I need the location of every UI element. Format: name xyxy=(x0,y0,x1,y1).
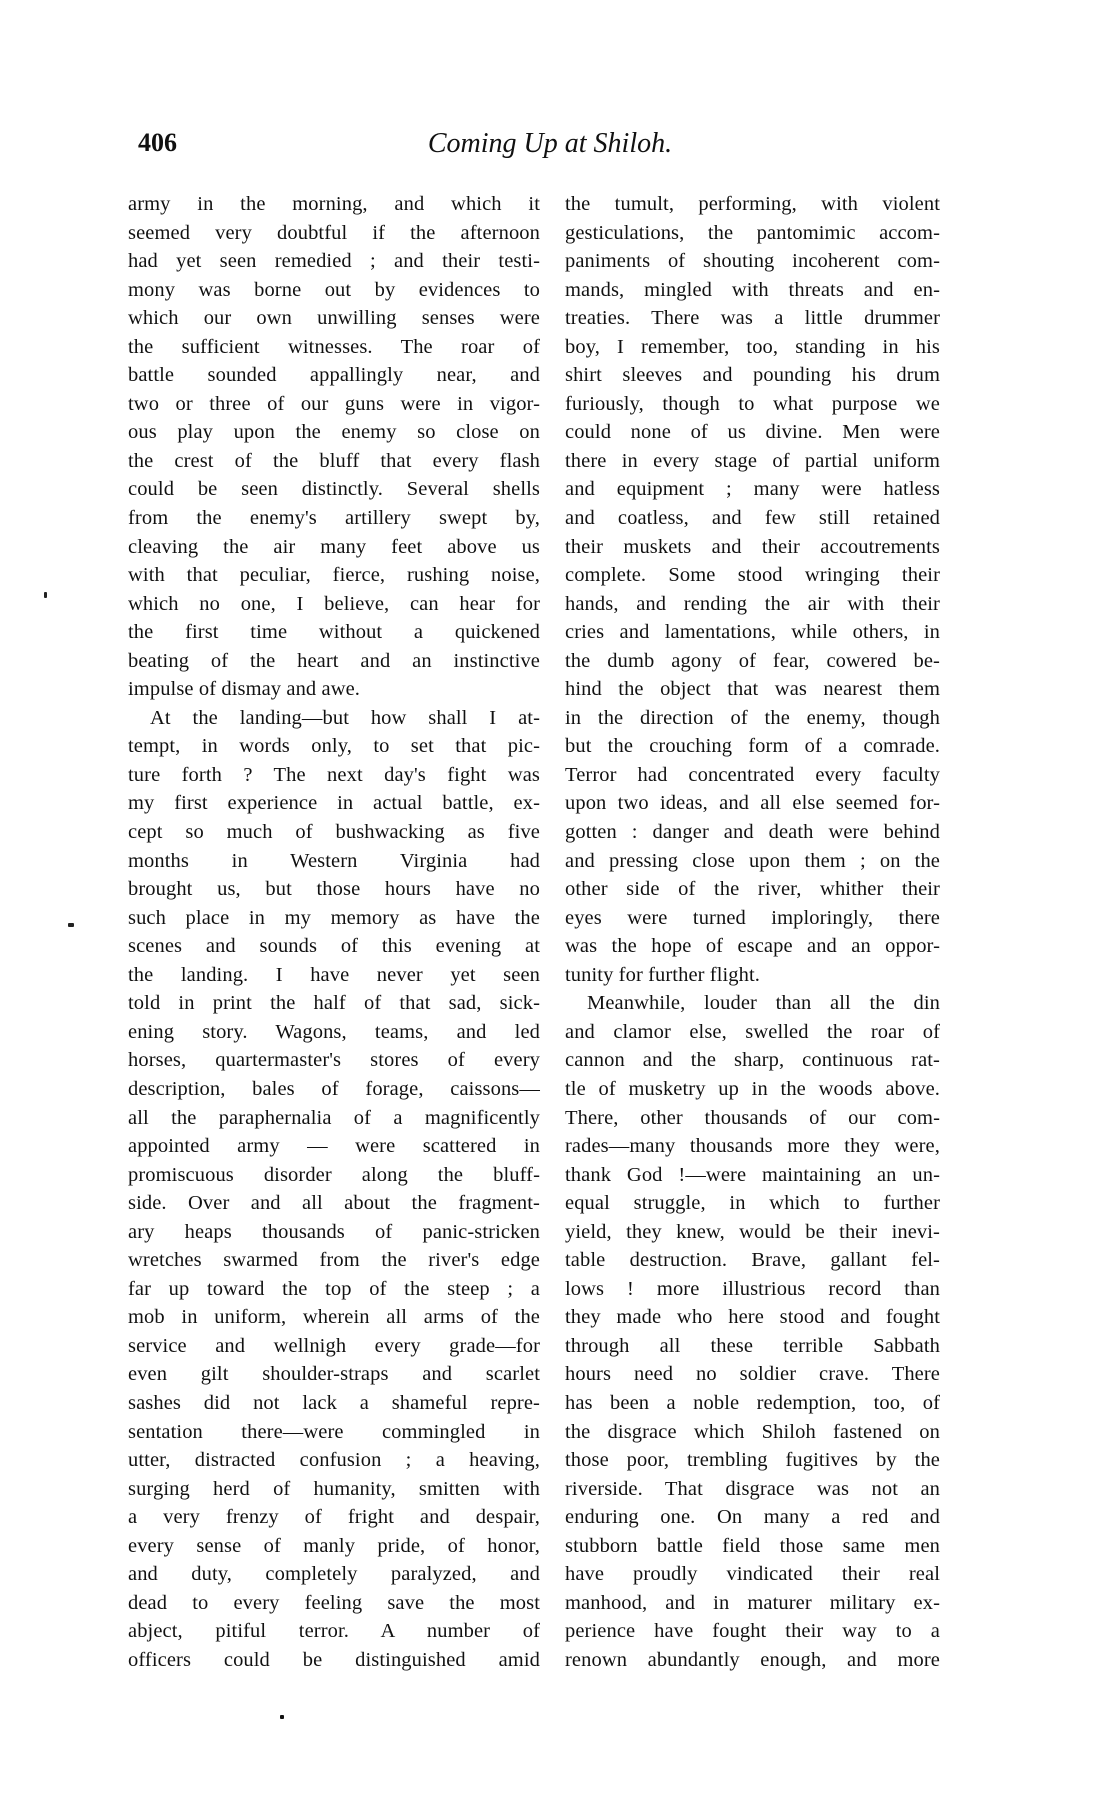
text-line: treaties. There was a little drummer xyxy=(565,307,940,330)
text-line: far up toward the top of the steep ; a xyxy=(128,1277,540,1300)
text-line: two or three of our guns were in vigor- xyxy=(128,392,540,415)
text-line: renown abundantly enough, and more xyxy=(565,1648,940,1671)
text-line: the first time without a quickened xyxy=(128,621,540,644)
text-line: gesticulations, the pantomimic accom- xyxy=(565,221,940,244)
text-line: eyes were turned imploringly, there xyxy=(565,906,940,929)
text-line: army in the morning, and which it xyxy=(128,193,540,215)
text-line: could be seen distinctly. Several shells xyxy=(128,478,540,501)
text-line: months in Western Virginia had xyxy=(128,849,540,872)
text-line: and duty, completely paralyzed, and xyxy=(128,1563,540,1586)
text-line: utter, distracted confusion ; a heaving, xyxy=(128,1449,540,1472)
text-line: scenes and sounds of this evening at xyxy=(128,935,540,958)
text-line: hands, and rending the air with their xyxy=(565,592,940,615)
text-line: was the hope of escape and an oppor- xyxy=(565,935,940,958)
text-line: side. Over and all about the fragment- xyxy=(128,1192,540,1215)
text-line: thank God !—were maintaining an un- xyxy=(565,1163,940,1186)
text-line: the crest of the bluff that every flash xyxy=(128,449,540,472)
text-line: every sense of manly pride, of honor, xyxy=(128,1534,540,1557)
text-line: furiously, though to what purpose we xyxy=(565,392,940,415)
text-line: mob in uniform, wherein all arms of the xyxy=(128,1306,540,1329)
text-line: hind the object that was nearest them xyxy=(565,678,940,701)
text-line: beating of the heart and an instinctive xyxy=(128,649,540,672)
text-line: There, other thousands of our com- xyxy=(565,1106,940,1129)
text-line: from the enemy's artillery swept by, xyxy=(128,507,540,530)
text-line: even gilt shoulder-straps and scarlet xyxy=(128,1363,540,1386)
text-line: shirt sleeves and pounding his drum xyxy=(565,364,940,387)
text-line: but the crouching form of a comrade. xyxy=(565,735,940,758)
text-line: ary heaps thousands of panic-stricken xyxy=(128,1220,540,1243)
text-column-right xyxy=(565,190,940,1674)
text-line: enduring one. On many a red and xyxy=(565,1506,940,1529)
text-line: and clamor else, swelled the roar of xyxy=(565,1020,940,1043)
text-line: perience have fought their way to a xyxy=(565,1620,940,1643)
text-line: paniments of shouting incoherent com- xyxy=(565,250,940,273)
text-line: tunity for further flight. xyxy=(565,963,761,986)
text-line: Terror had concentrated every faculty xyxy=(565,763,940,786)
text-line: equal struggle, in which to further xyxy=(565,1192,940,1215)
text-line: they made who here stood and fought xyxy=(565,1306,940,1329)
text-line: officers could be distinguished amid xyxy=(128,1648,540,1671)
text-line: the landing. I have never yet seen xyxy=(128,963,540,986)
text-line: ening story. Wagons, teams, and led xyxy=(128,1020,540,1043)
text-line: through all these terrible Sabbath xyxy=(565,1334,940,1357)
text-line: tle of musketry up in the woods above. xyxy=(565,1077,940,1100)
text-line: cept so much of bushwacking as five xyxy=(128,821,540,844)
text-line: riverside. That disgrace was not an xyxy=(565,1477,940,1500)
text-line: dead to every feeling save the most xyxy=(128,1591,540,1614)
text-line: which no one, I believe, can hear for xyxy=(128,592,540,615)
margin-speck xyxy=(68,923,74,927)
text-line: has been a noble redemption, too, of xyxy=(565,1391,940,1414)
text-line: the sufficient witnesses. The roar of xyxy=(128,335,540,358)
text-line: mands, mingled with threats and en- xyxy=(565,278,940,301)
text-line: At the landing—but how shall I at- xyxy=(150,706,540,729)
text-line: the dumb agony of fear, cowered be- xyxy=(565,649,940,672)
text-line: battle sounded appallingly near, and xyxy=(128,364,540,387)
text-line: ous play upon the enemy so close on xyxy=(128,421,540,444)
text-line: surging herd of humanity, smitten with xyxy=(128,1477,540,1500)
text-line: and equipment ; many were hatless xyxy=(565,478,940,501)
text-line: stubborn battle field those same men xyxy=(565,1534,940,1557)
text-line: boy, I remember, too, standing in his xyxy=(565,335,940,358)
text-line: yield, they knew, would be their inevi- xyxy=(565,1220,940,1243)
text-line: tempt, in words only, to set that pic- xyxy=(128,735,540,758)
text-line: such place in my memory as have the xyxy=(128,906,540,929)
text-line: seemed very doubtful if the afternoon xyxy=(128,221,540,244)
text-line: and pressing close upon them ; on the xyxy=(565,849,940,872)
text-line: their muskets and their accoutrements xyxy=(565,535,940,558)
text-line: my first experience in actual battle, ex- xyxy=(128,792,540,815)
text-line: manhood, and in maturer military ex- xyxy=(565,1591,940,1614)
text-line: the tumult, performing, with violent xyxy=(565,193,940,215)
text-line: mony was borne out by evidences to xyxy=(128,278,540,301)
text-line: rades—many thousands more they were, xyxy=(565,1135,940,1158)
footer-mark xyxy=(280,1715,284,1719)
text-line: gotten : danger and death were behind xyxy=(565,821,940,844)
text-line: lows ! more illustrious record than xyxy=(565,1277,940,1300)
text-line: and coatless, and few still retained xyxy=(565,507,940,530)
text-line: in the direction of the enemy, though xyxy=(565,706,940,729)
text-line: description, bales of forage, caissons— xyxy=(128,1077,540,1100)
text-line: a very frenzy of fright and despair, xyxy=(128,1506,540,1529)
text-line: all the paraphernalia of a magnificently xyxy=(128,1106,540,1129)
text-line: cries and lamentations, while others, in xyxy=(565,621,940,644)
text-line: appointed army — were scattered in xyxy=(128,1135,540,1158)
text-column-left xyxy=(128,190,540,1674)
text-line: complete. Some stood wringing their xyxy=(565,564,940,587)
page-number: 406 xyxy=(138,128,177,157)
text-line: promiscuous disorder along the bluff- xyxy=(128,1163,540,1186)
text-line: there in every stage of partial uniform xyxy=(565,449,940,472)
text-line: sashes did not lack a shameful repre- xyxy=(128,1391,540,1414)
text-line: hours need no soldier crave. There xyxy=(565,1363,940,1386)
text-line: table destruction. Brave, gallant fel- xyxy=(565,1249,940,1272)
text-line: had yet seen remedied ; and their testi- xyxy=(128,250,540,273)
text-line: upon two ideas, and all else seemed for- xyxy=(565,792,940,815)
running-title: Coming Up at Shiloh. xyxy=(427,128,673,159)
text-line: ture forth ? The next day's fight was xyxy=(128,763,540,786)
text-line: the disgrace which Shiloh fastened on xyxy=(565,1420,940,1443)
text-line: sentation there—were commingled in xyxy=(128,1420,540,1443)
text-line: brought us, but those hours have no xyxy=(128,878,540,901)
text-line: horses, quartermaster's stores of every xyxy=(128,1049,540,1072)
text-line: wretches swarmed from the river's edge xyxy=(128,1249,540,1272)
text-line: impulse of dismay and awe. xyxy=(128,678,361,701)
margin-speck xyxy=(44,592,47,598)
text-line: those poor, trembling fugitives by the xyxy=(565,1449,940,1472)
text-line: Meanwhile, louder than all the din xyxy=(587,992,940,1015)
text-line: have proudly vindicated their real xyxy=(565,1563,940,1586)
text-line: could none of us divine. Men were xyxy=(565,421,940,444)
text-line: cleaving the air many feet above us xyxy=(128,535,540,558)
text-line: other side of the river, whither their xyxy=(565,878,940,901)
text-line: cannon and the sharp, continuous rat- xyxy=(565,1049,940,1072)
text-line: which our own unwilling senses were xyxy=(128,307,540,330)
text-line: service and wellnigh every grade—for xyxy=(128,1334,540,1357)
text-line: with that peculiar, fierce, rushing noise, xyxy=(128,564,540,587)
text-line: told in print the half of that sad, sick- xyxy=(128,992,540,1015)
text-line: abject, pitiful terror. A number of xyxy=(128,1620,540,1643)
